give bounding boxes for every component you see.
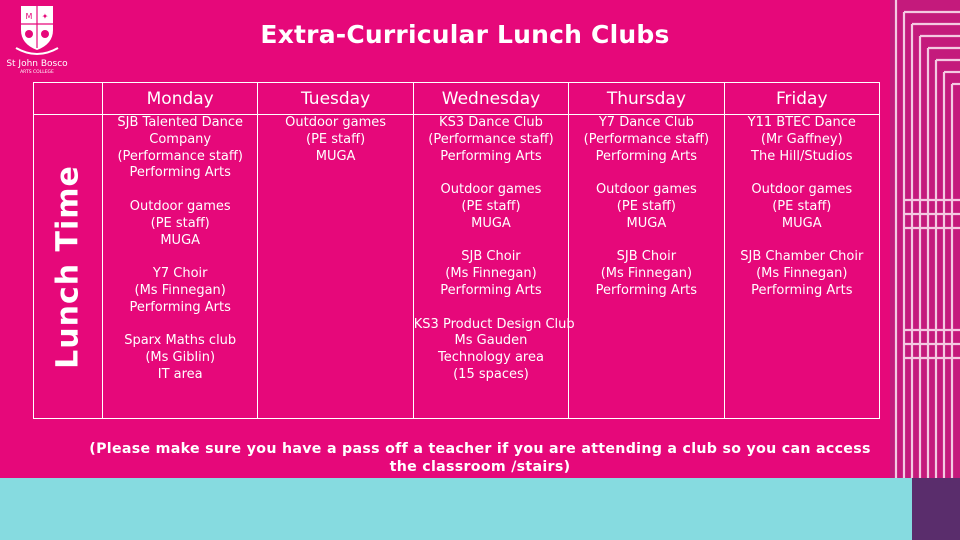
club-entry	[569, 115, 723, 165]
club-line: (Ms Finnegan)	[756, 266, 848, 282]
monday-clubs	[103, 115, 258, 419]
day-header-tuesday: Tuesday	[258, 83, 413, 115]
club-line: (Performance staff)	[428, 131, 554, 147]
wednesday-clubs	[413, 115, 575, 419]
club-line: MUGA	[626, 215, 667, 231]
lunch-time-label: Lunch Time	[50, 164, 86, 369]
club-line: Performing Arts	[129, 165, 231, 181]
tuesday-clubs	[258, 115, 413, 419]
club-entry	[103, 199, 257, 249]
club-line: Performing Arts	[440, 282, 542, 298]
club-line: Outdoor games	[440, 182, 542, 198]
club-line: Outdoor games	[129, 198, 231, 214]
club-entry	[258, 115, 412, 165]
club-line: Sparx Maths club	[124, 333, 237, 349]
lunch-time-cell	[34, 115, 103, 419]
svg-text:ARTS COLLEGE: ARTS COLLEGE	[20, 70, 54, 74]
club-line: (Performance staff)	[583, 131, 710, 147]
svg-text:St John Bosco: St John Bosco	[6, 59, 68, 69]
club-line: Performing Arts	[751, 282, 853, 298]
svg-text:M: M	[25, 12, 33, 21]
club-entry	[103, 115, 257, 182]
club-line: Performing Arts	[129, 299, 231, 315]
svg-text:✦: ✦	[41, 12, 49, 21]
club-line: (Mr Gaffney)	[760, 131, 843, 147]
club-line: Y11 BTEC Dance	[747, 115, 856, 130]
club-line: Outdoor games	[595, 182, 697, 198]
timetable	[33, 82, 880, 419]
club-line: (PE staff)	[616, 198, 676, 214]
club-line: KS3 Dance Club	[439, 115, 543, 130]
day-header-wednesday: Wednesday	[413, 83, 568, 115]
club-line: SJB Choir	[461, 249, 521, 265]
club-line: Outdoor games	[751, 182, 853, 198]
club-line: (PE staff)	[306, 131, 366, 147]
club-line: (15 spaces)	[453, 366, 529, 382]
club-line: (Ms Finnegan)	[134, 282, 226, 298]
footer-note: (Please make sure you have a pass off a teacher if you are attending a club so you can access the classroom /stairs)	[89, 441, 871, 475]
lunch-row	[34, 115, 880, 419]
club-line: (PE staff)	[772, 198, 832, 214]
club-line: MUGA	[781, 215, 822, 231]
club-entry	[725, 115, 879, 165]
club-line: MUGA	[160, 232, 201, 248]
day-header-row	[34, 83, 880, 115]
club-line: Outdoor games	[285, 115, 387, 130]
friday-clubs	[724, 115, 879, 419]
club-line: (PE staff)	[150, 215, 210, 231]
club-line: KS3 Product Design Club	[413, 316, 575, 332]
club-entry	[569, 182, 723, 232]
club-line: Y7 Dance Club	[598, 115, 694, 130]
page-title: Extra-Curricular Lunch Clubs	[260, 20, 670, 49]
club-line: MUGA	[471, 215, 511, 231]
club-line: Performing Arts	[440, 148, 542, 164]
club-line: (Ms Finnegan)	[445, 266, 537, 282]
club-entry	[413, 316, 575, 384]
club-line: (Ms Finnegan)	[600, 266, 693, 282]
club-line: Company	[149, 131, 212, 147]
club-entry	[725, 249, 879, 299]
club-entry	[103, 333, 257, 383]
club-entry	[414, 115, 568, 165]
club-line: SJB Chamber Choir	[740, 249, 864, 265]
club-line: The Hill/Studios	[751, 148, 853, 164]
day-header-monday: Monday	[103, 83, 258, 115]
club-line: Technology area	[438, 350, 544, 366]
corner-cell	[34, 83, 103, 115]
club-line: (Ms Giblin)	[145, 350, 216, 366]
bottom-band	[0, 478, 890, 540]
club-line: (PE staff)	[461, 198, 521, 214]
club-line: Ms Gauden	[454, 333, 528, 349]
club-line: Performing Arts	[595, 282, 698, 298]
club-entry	[414, 182, 568, 232]
club-line: IT area	[157, 366, 203, 382]
club-entry	[414, 249, 568, 299]
day-header-thursday: Thursday	[569, 83, 724, 115]
day-header-friday: Friday	[724, 83, 879, 115]
club-entry	[569, 249, 723, 299]
club-line: SJB Choir	[616, 249, 677, 265]
club-line: Y7 Choir	[152, 266, 208, 282]
thursday-clubs	[569, 115, 724, 419]
club-line: MUGA	[315, 148, 356, 164]
club-line: Performing Arts	[595, 148, 698, 164]
club-line: (Performance staff)	[117, 148, 243, 164]
club-line: SJB Talented Dance	[117, 115, 243, 130]
club-entry	[103, 266, 257, 316]
club-entry	[725, 182, 879, 232]
decorative-stripes	[890, 0, 960, 540]
